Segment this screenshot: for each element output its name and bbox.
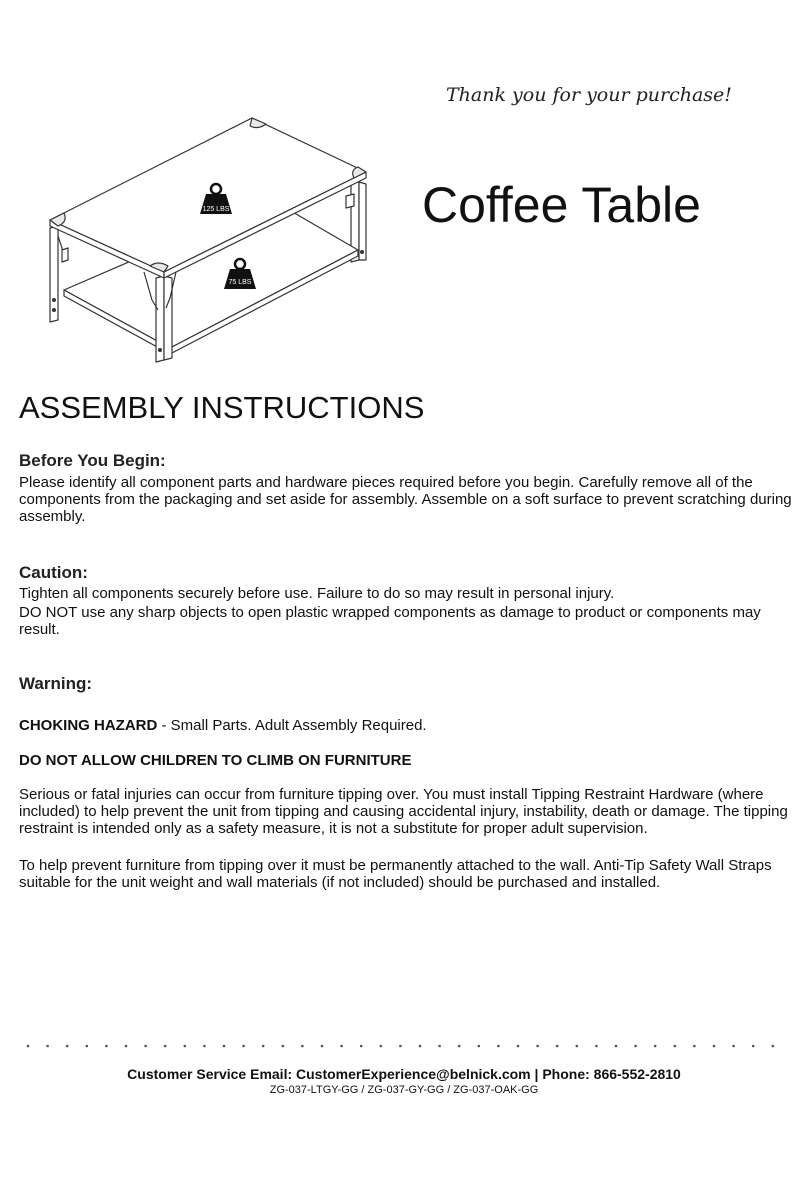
divider-dot [340, 1045, 343, 1048]
choking-hazard-bold: CHOKING HAZARD [19, 717, 158, 734]
divider-dot [517, 1045, 520, 1048]
divider-dot [301, 1045, 304, 1048]
thank-you-note: Thank you for your purchase! [446, 84, 732, 106]
divider-dot [27, 1045, 30, 1048]
divider-dot [242, 1045, 245, 1048]
divider-dot [86, 1045, 89, 1048]
divider-dot [203, 1045, 206, 1048]
divider-dot [46, 1045, 49, 1048]
divider-dot [360, 1045, 363, 1048]
divider-dot [164, 1045, 167, 1048]
assembly-heading: ASSEMBLY INSTRUCTIONS [19, 390, 425, 425]
divider-dot [674, 1045, 677, 1048]
divider-dot [125, 1045, 128, 1048]
leg-front-left [50, 226, 58, 322]
divider-dot [732, 1045, 735, 1048]
divider-dot [536, 1045, 539, 1048]
divider-dot [144, 1045, 147, 1048]
divider-dot [282, 1045, 285, 1048]
divider-dot [399, 1045, 402, 1048]
divider-dot [634, 1045, 637, 1048]
divider-dot [66, 1045, 69, 1048]
caution-line-2: DO NOT use any sharp objects to open plastic wrapped components as damage to product or components may result. [19, 604, 761, 638]
divider-dot [438, 1045, 441, 1048]
divider-dot [713, 1045, 716, 1048]
divider-dot [772, 1045, 775, 1048]
divider-dot [654, 1045, 657, 1048]
divider-dot [478, 1045, 481, 1048]
tipping-paragraph: Serious or fatal injuries can occur from furniture tipping over. You must install Tipping Restraint Hardware (where included) to help prevent the unit from tipping and causing accidental injury, instability, death or damage. The tipping restraint is intended only as a safety measure, it is not a substitute for proper adult supervision. [19, 786, 788, 837]
product-title: Coffee Table [422, 177, 701, 233]
divider-dot [693, 1045, 696, 1048]
caution-line-1: Tighten all components securely before use. Failure to do so may result in personal injury. [19, 585, 615, 602]
anti-tip-paragraph: To help prevent furniture from tipping over it must be permanently attached to the wall. Anti-Tip Safety Wall Straps suitable for the unit weight and wall materials (if not included) should be purchased and installed. [19, 857, 772, 891]
divider-dot [105, 1045, 108, 1048]
divider-dot [595, 1045, 598, 1048]
divider-dot [380, 1045, 383, 1048]
divider-dot [419, 1045, 422, 1048]
divider-dot [615, 1045, 618, 1048]
divider-dot [262, 1045, 265, 1048]
divider-dot [752, 1045, 755, 1048]
coffee-table-illustration [44, 110, 384, 370]
choking-hazard [19, 717, 794, 734]
divider-dot [497, 1045, 500, 1048]
divider-dot [576, 1045, 579, 1048]
caution-heading: Caution: [19, 563, 88, 582]
divider-dot [184, 1045, 187, 1048]
choking-hazard-rest: - Small Parts. Adult Assembly Required. [157, 717, 427, 734]
divider-dot [321, 1045, 324, 1048]
divider-dot [556, 1045, 559, 1048]
divider-dot [223, 1045, 226, 1048]
customer-service-contact: Customer Service Email: CustomerExperience@belnick.com | Phone: 866-552-2810 [127, 1066, 681, 1082]
divider-dot [458, 1045, 461, 1048]
model-numbers: ZG-037-LTGY-GG / ZG-037-GY-GG / ZG-037-OAK-GG [269, 1084, 539, 1096]
climb-warning: DO NOT ALLOW CHILDREN TO CLIMB ON FURNITURE [19, 752, 412, 769]
before-heading: Before You Begin: [19, 451, 166, 470]
before-text: Please identify all component parts and hardware pieces required before you begin. Carefully remove all of the components from the packaging and set aside for assembly. Assemble on a soft surface to prevent scratching during assembly. [19, 474, 792, 525]
dotted-divider [22, 1041, 782, 1051]
weight-label-top: 125 LBS [202, 206, 230, 213]
leg-right [359, 182, 366, 260]
warning-heading: Warning: [19, 674, 93, 693]
weight-label-shelf: 75 LBS [228, 279, 252, 286]
